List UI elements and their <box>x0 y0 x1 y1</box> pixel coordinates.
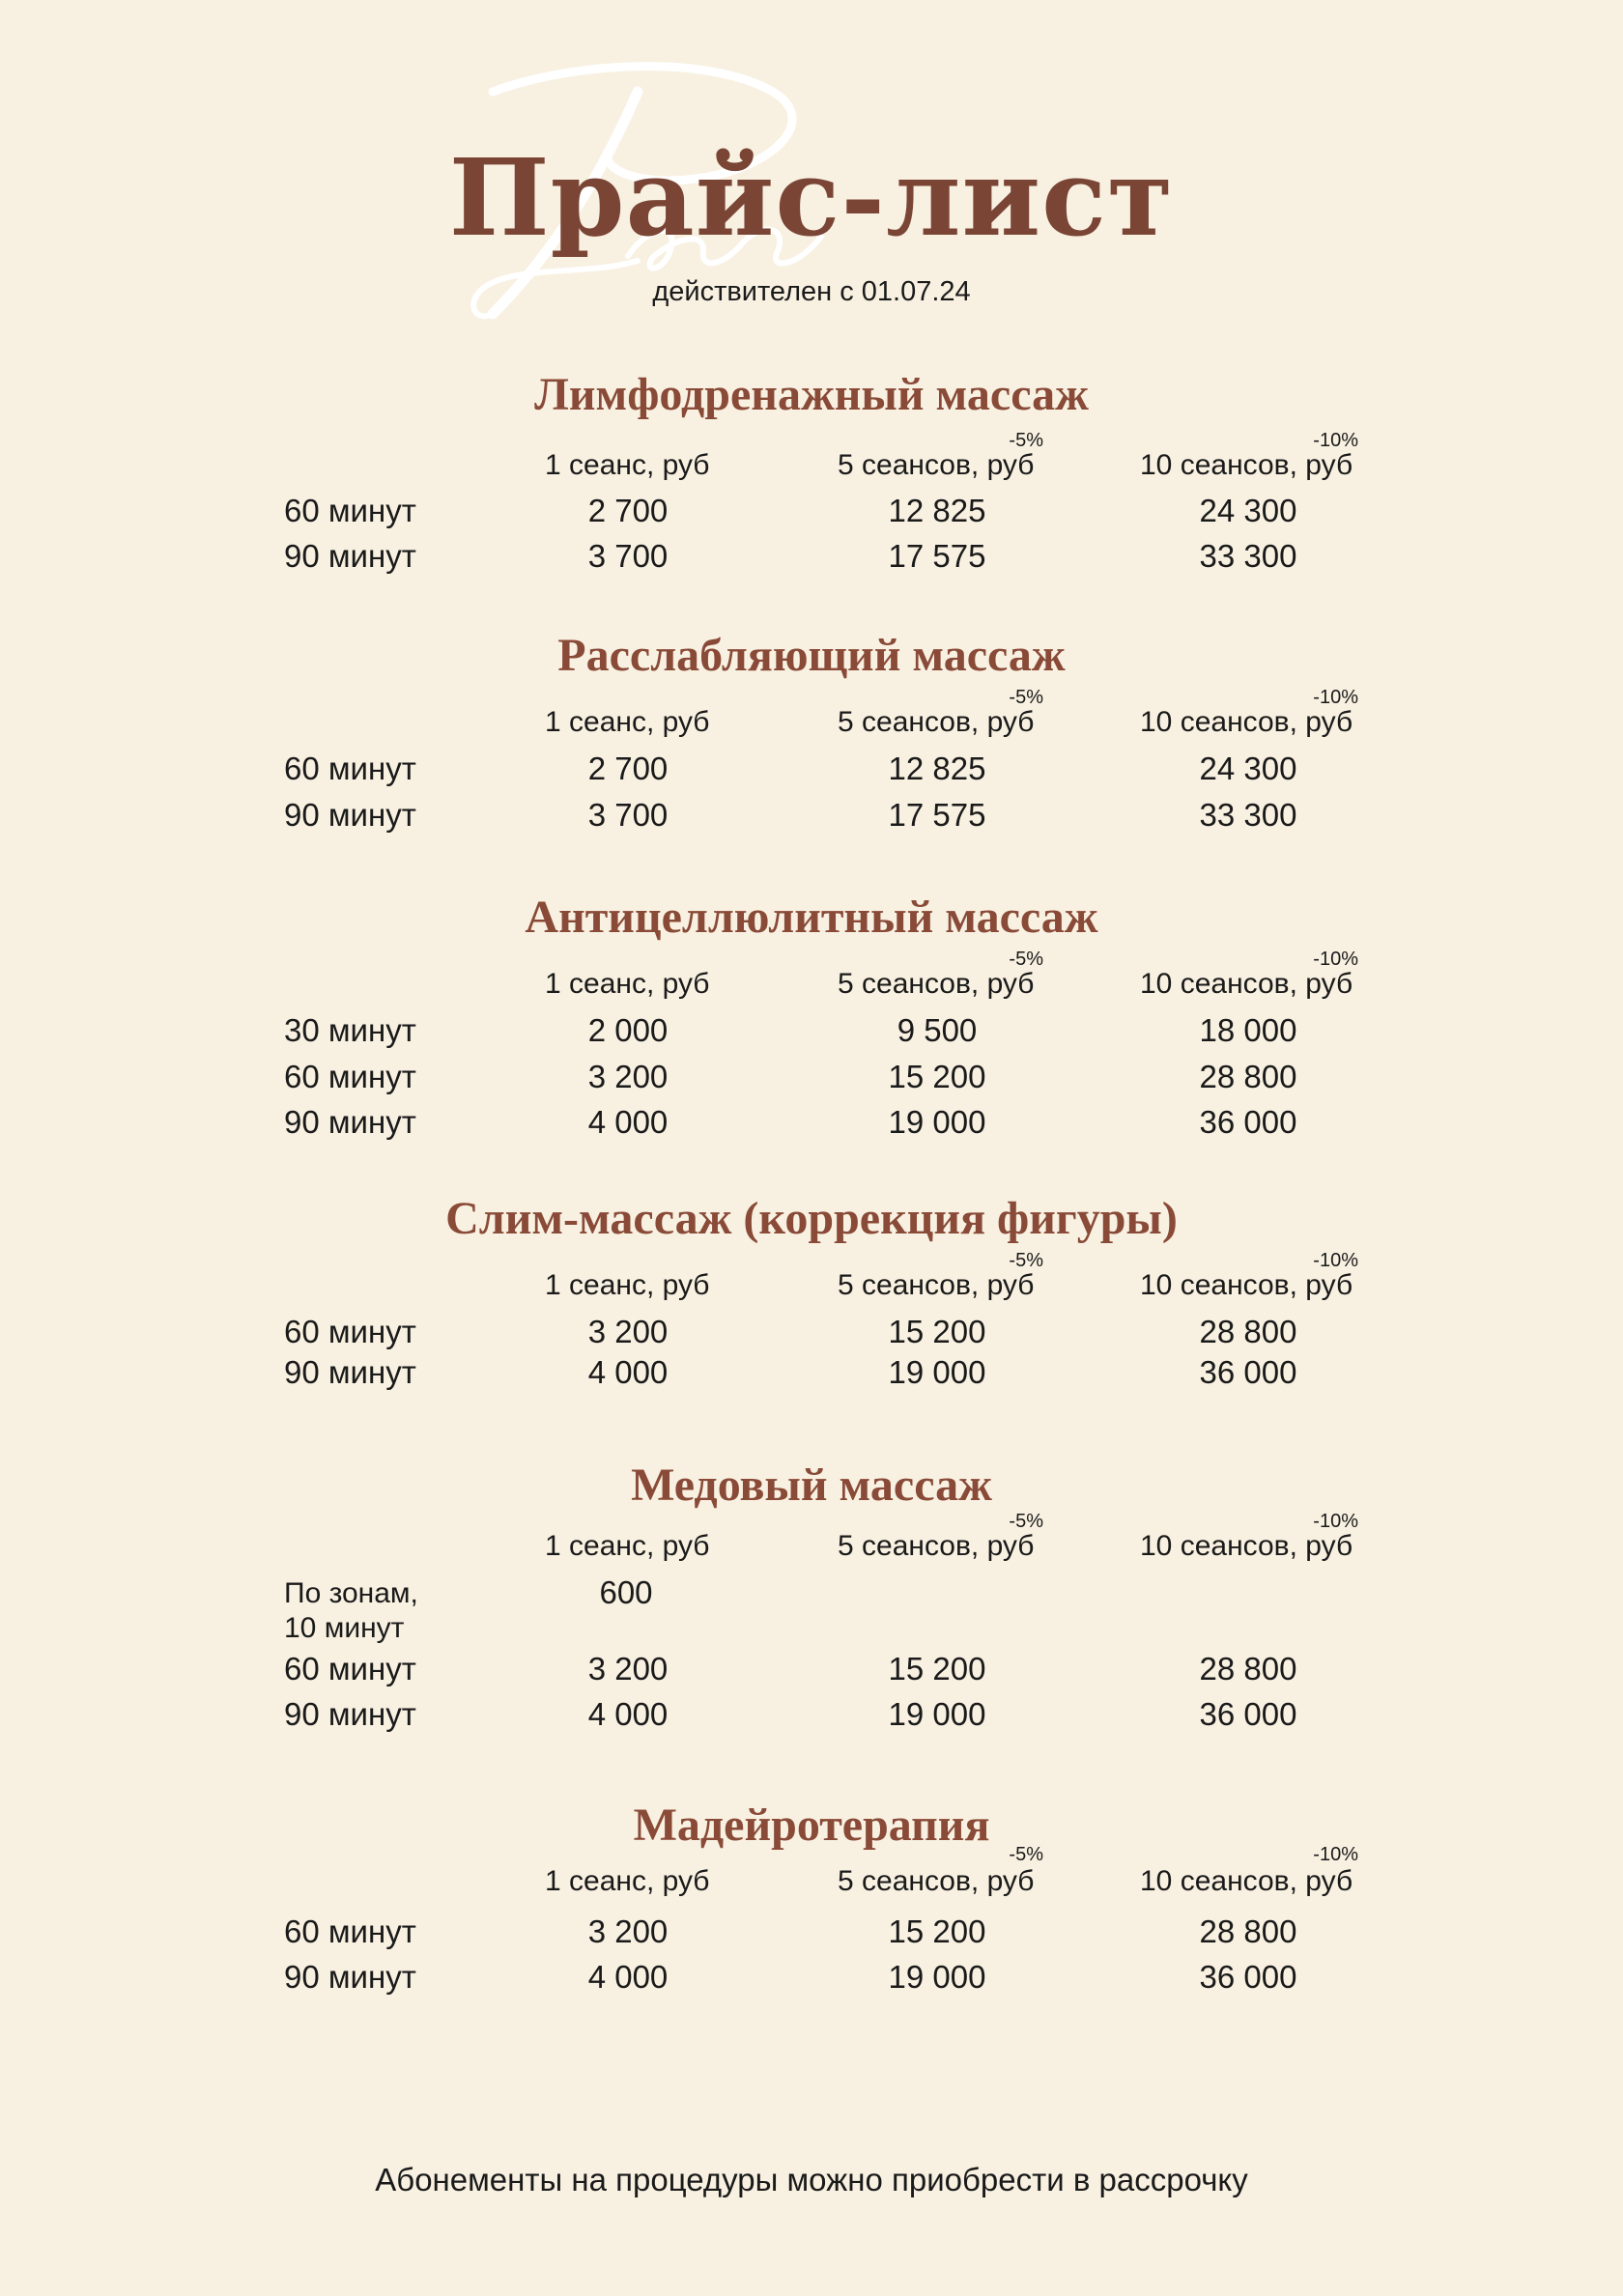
price-one-session: 2 000 <box>587 1012 669 1048</box>
discount-ten-label: -10% <box>1313 949 1358 970</box>
price-one-session: 4 000 <box>587 1959 669 1995</box>
discount-ten-label: -10% <box>1313 1511 1358 1532</box>
discount-five-label: -5% <box>1009 687 1043 708</box>
column-header-five: 5 сеансов, руб <box>838 449 1035 481</box>
price-one-session: 2 700 <box>587 751 669 786</box>
price-five-sessions: 15 200 <box>888 1059 986 1094</box>
price-one-session: 3 200 <box>587 1314 669 1349</box>
duration-label: 60 минут <box>284 1651 416 1687</box>
price-row <box>0 1356 1623 1395</box>
price-row <box>0 1316 1623 1354</box>
column-header-one: 1 сеанс, руб <box>545 1865 710 1897</box>
column-header-one: 1 сеанс, руб <box>545 449 710 481</box>
valid-from-date: действителен с 01.07.24 <box>652 276 971 307</box>
column-header-one: 1 сеанс, руб <box>545 706 710 738</box>
duration-label: 30 минут <box>284 1012 416 1048</box>
duration-label: 90 минут <box>284 1104 416 1140</box>
column-header-five: 5 сеансов, руб <box>838 1865 1035 1897</box>
price-five-sessions: 15 200 <box>888 1651 986 1687</box>
price-five-sessions: 9 500 <box>897 1012 978 1048</box>
duration-label: 60 минут <box>284 751 416 786</box>
price-one-session: 3 200 <box>587 1059 669 1094</box>
price-one-session: 4 000 <box>587 1354 669 1390</box>
page-title: Прайс-лист <box>448 135 1175 260</box>
column-header-ten: 10 сеансов, руб <box>1140 1530 1353 1562</box>
column-header-one: 1 сеанс, руб <box>545 1530 710 1562</box>
price-ten-sessions: 28 800 <box>1199 1651 1297 1687</box>
discount-ten-label: -10% <box>1313 687 1358 708</box>
price-row <box>0 1653 1623 1691</box>
zone-label-line2: 10 минут <box>284 1612 405 1644</box>
price-row <box>0 1106 1623 1145</box>
price-ten-sessions: 36 000 <box>1199 1959 1297 1995</box>
zone-duration-label <box>284 1576 418 1646</box>
price-ten-sessions: 28 800 <box>1199 1314 1297 1349</box>
column-header-ten: 10 сеансов, руб <box>1140 1269 1353 1301</box>
discount-ten-label: -10% <box>1313 1844 1358 1865</box>
installment-note: Абонементы на процедуры можно приобрести в рассрочку <box>375 2162 1248 2197</box>
price-five-sessions: 15 200 <box>888 1913 986 1949</box>
discount-five-label: -5% <box>1009 1511 1043 1532</box>
duration-label: 60 минут <box>284 1059 416 1094</box>
duration-label: 90 минут <box>284 1354 416 1390</box>
column-header-five: 5 сеансов, руб <box>838 968 1035 1000</box>
duration-label: 90 минут <box>284 1696 416 1732</box>
price-one-session: 600 <box>599 1574 653 1610</box>
price-five-sessions: 19 000 <box>888 1696 986 1732</box>
price-row <box>0 752 1623 791</box>
price-row <box>0 1915 1623 1954</box>
price-ten-sessions: 36 000 <box>1199 1354 1297 1390</box>
price-ten-sessions: 33 300 <box>1199 538 1297 574</box>
price-one-session: 3 200 <box>587 1651 669 1687</box>
zone-label-line1: По зонам, <box>284 1577 418 1609</box>
zone-price-row <box>0 1576 1623 1650</box>
price-five-sessions: 19 000 <box>888 1959 986 1995</box>
price-row <box>0 799 1623 837</box>
section-title: Лимфодренажный массаж <box>534 369 1089 420</box>
column-header-one: 1 сеанс, руб <box>545 1269 710 1301</box>
column-header-ten: 10 сеансов, руб <box>1140 706 1353 738</box>
column-header-one: 1 сеанс, руб <box>545 968 710 1000</box>
price-ten-sessions: 36 000 <box>1199 1696 1297 1732</box>
price-ten-sessions: 24 300 <box>1199 751 1297 786</box>
price-one-session: 4 000 <box>587 1104 669 1140</box>
column-header-ten: 10 сеансов, руб <box>1140 968 1353 1000</box>
section-title: Слим-массаж (коррекция фигуры) <box>445 1193 1178 1244</box>
price-row <box>0 495 1623 533</box>
price-ten-sessions: 36 000 <box>1199 1104 1297 1140</box>
price-one-session: 3 700 <box>587 797 669 833</box>
price-five-sessions: 15 200 <box>888 1314 986 1349</box>
price-ten-sessions: 18 000 <box>1199 1012 1297 1048</box>
price-ten-sessions: 28 800 <box>1199 1913 1297 1949</box>
duration-label: 90 минут <box>284 1959 416 1995</box>
price-one-session: 4 000 <box>587 1696 669 1732</box>
price-one-session: 3 700 <box>587 538 669 574</box>
price-five-sessions: 17 575 <box>888 538 986 574</box>
column-header-five: 5 сеансов, руб <box>838 1530 1035 1562</box>
column-header-five: 5 сеансов, руб <box>838 1269 1035 1301</box>
section-title: Антицеллюлитный массаж <box>525 892 1098 943</box>
discount-ten-label: -10% <box>1313 1250 1358 1271</box>
discount-five-label: -5% <box>1009 1250 1043 1271</box>
price-ten-sessions: 28 800 <box>1199 1059 1297 1094</box>
duration-label: 60 минут <box>284 1314 416 1349</box>
price-row <box>0 1961 1623 1999</box>
duration-label: 90 минут <box>284 797 416 833</box>
price-ten-sessions: 24 300 <box>1199 493 1297 528</box>
price-one-session: 2 700 <box>587 493 669 528</box>
duration-label: 60 минут <box>284 1913 416 1949</box>
section-title: Расслабляющий массаж <box>557 630 1066 681</box>
discount-five-label: -5% <box>1009 430 1043 451</box>
column-header-five: 5 сеансов, руб <box>838 706 1035 738</box>
price-five-sessions: 19 000 <box>888 1354 986 1390</box>
section-title: Мадейротерапия <box>633 1800 990 1851</box>
price-five-sessions: 19 000 <box>888 1104 986 1140</box>
duration-label: 60 минут <box>284 493 416 528</box>
price-row <box>0 1061 1623 1099</box>
price-five-sessions: 12 825 <box>888 751 986 786</box>
price-five-sessions: 17 575 <box>888 797 986 833</box>
section-title: Медовый массаж <box>631 1460 992 1511</box>
discount-five-label: -5% <box>1009 949 1043 970</box>
discount-ten-label: -10% <box>1313 430 1358 451</box>
duration-label: 90 минут <box>284 538 416 574</box>
price-row <box>0 1014 1623 1053</box>
price-one-session: 3 200 <box>587 1913 669 1949</box>
discount-five-label: -5% <box>1009 1844 1043 1865</box>
price-ten-sessions: 33 300 <box>1199 797 1297 833</box>
column-header-ten: 10 сеансов, руб <box>1140 449 1353 481</box>
price-row <box>0 540 1623 579</box>
price-five-sessions: 12 825 <box>888 493 986 528</box>
price-row <box>0 1698 1623 1737</box>
column-header-ten: 10 сеансов, руб <box>1140 1865 1353 1897</box>
